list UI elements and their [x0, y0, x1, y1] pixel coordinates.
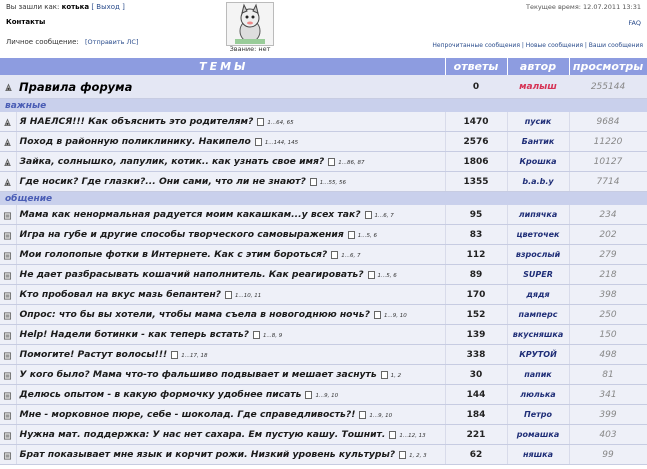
topic-cell — [16, 325, 445, 345]
topic-cell — [16, 385, 445, 405]
topic-title[interactable]: Я НАЕЛСЯ!!! Как объяснить это родителям? — [19, 116, 254, 127]
topic-icon — [0, 445, 16, 465]
topic-row[interactable] — [0, 325, 647, 345]
topic-title[interactable]: У кого было? Мама что-то фальшиво подвывает и мешает заснуть — [19, 369, 377, 380]
topic-pages[interactable]: 1, 2, 3 — [409, 453, 427, 459]
topic-icon — [0, 265, 16, 285]
pages-icon — [255, 138, 262, 146]
topic-icon — [0, 365, 16, 385]
message-links[interactable]: Непрочитанные сообщения | Новые сообщения | Ваши сообщения — [432, 42, 643, 49]
topic-title[interactable]: Помогите! Растут волосы!!! — [19, 349, 168, 360]
topic-title[interactable]: Зайка, солнышко, лапулик, котик.. как узнать свое имя? — [19, 156, 325, 167]
topic-answers: 62 — [445, 445, 507, 465]
topic-title[interactable]: Игра на губе и другие способы творческого самовыражения — [19, 229, 344, 240]
topic-views: 250 — [569, 305, 647, 325]
login-status — [6, 3, 125, 11]
topic-author[interactable]: SUPER — [507, 265, 569, 285]
topic-answers: 95 — [445, 205, 507, 225]
topic-icon — [0, 405, 16, 425]
topic-title[interactable]: Help! Надели ботинки - как теперь встать? — [19, 329, 249, 340]
topic-pages[interactable]: 1...17, 18 — [181, 353, 208, 359]
topic-author[interactable]: липячка — [507, 205, 569, 225]
topic-title[interactable]: Брат показывает мне язык и корчит рожи. Низкий уровень культуры? — [19, 449, 396, 460]
topic-icon — [0, 425, 16, 445]
section-header — [0, 99, 647, 113]
topic-title[interactable]: Не дает разбрасывать кошачий наполнитель. Как реагировать? — [19, 269, 364, 280]
topic-answers: 1806 — [445, 152, 507, 172]
topic-views: 7714 — [569, 172, 647, 192]
topic-pages[interactable]: 1...144, 145 — [264, 140, 299, 146]
topic-row[interactable] — [0, 152, 647, 172]
topic-pages[interactable]: 1...6, 7 — [341, 253, 361, 259]
topic-title[interactable]: Кто пробовал на вкус мазь бепантен? — [19, 289, 222, 300]
topic-answers: 2576 — [445, 132, 507, 152]
header-author[interactable]: автор — [507, 58, 569, 75]
topic-title[interactable]: Делюсь опытом - в какую формочку удобнее писать — [19, 389, 302, 400]
topic-cell — [16, 265, 445, 285]
topic-views: 398 — [569, 285, 647, 305]
header-answers[interactable]: ответы — [445, 58, 507, 75]
topic-icon — [0, 285, 16, 305]
announcement-title[interactable]: Правила форума — [16, 75, 445, 99]
topic-pages[interactable]: 1...9, 10 — [383, 313, 407, 319]
topic-pages[interactable]: 1...55, 56 — [319, 180, 347, 186]
topic-author[interactable]: КРУТОЙ — [507, 345, 569, 365]
topic-pages[interactable]: 1...86, 87 — [338, 160, 365, 166]
pages-icon — [331, 251, 338, 259]
topic-cell — [16, 425, 445, 445]
topic-author[interactable]: Петро — [507, 405, 569, 425]
announcement-views: 255144 — [569, 75, 647, 99]
topic-title[interactable]: Опрос: что бы вы хотели, чтобы мама съела в новогоднюю ночь? — [19, 309, 370, 320]
topic-pages[interactable]: 1...12, 13 — [399, 433, 426, 439]
topic-title[interactable]: Мама как ненормальная радуется моим какашкам...у всех так? — [19, 209, 361, 220]
topic-views: 202 — [569, 225, 647, 245]
announcement-row[interactable] — [0, 75, 647, 99]
topic-answers: 83 — [445, 225, 507, 245]
table-header — [0, 58, 647, 75]
logout-link[interactable]: [ Выход ] — [91, 3, 125, 11]
topic-author[interactable]: люлька — [507, 385, 569, 405]
topic-author[interactable]: памперс — [507, 305, 569, 325]
topic-author[interactable]: цветочек — [507, 225, 569, 245]
topic-views: 150 — [569, 325, 647, 345]
topic-icon — [0, 345, 16, 365]
topic-row[interactable] — [0, 132, 647, 152]
topic-row[interactable] — [0, 265, 647, 285]
topic-cell — [16, 245, 445, 265]
pages-icon — [310, 178, 317, 186]
topic-views: 341 — [569, 385, 647, 405]
topic-pages[interactable]: 1, 2 — [390, 373, 402, 379]
topic-views: 498 — [569, 345, 647, 365]
topic-cell — [16, 172, 445, 192]
topic-icon — [0, 325, 16, 345]
topic-pages[interactable]: 1...10, 11 — [235, 293, 262, 299]
topic-cell — [16, 132, 445, 152]
topic-pages[interactable]: 1...6, 7 — [374, 213, 394, 219]
header-topics[interactable]: ТЕМЫ — [0, 58, 445, 75]
pages-icon — [253, 331, 260, 339]
topic-row[interactable] — [0, 405, 647, 425]
topic-cell — [16, 205, 445, 225]
current-time: Текущее время: 12.07.2011 13:31 — [526, 3, 641, 11]
topic-views: 279 — [569, 245, 647, 265]
topic-pages[interactable]: 1...64, 65 — [267, 120, 294, 126]
topic-author[interactable]: папик — [507, 365, 569, 385]
pages-icon — [374, 311, 381, 319]
topic-cell — [16, 445, 445, 465]
pages-icon — [389, 431, 396, 439]
pages-icon — [171, 351, 178, 359]
topic-cell — [16, 225, 445, 245]
topic-icon — [0, 205, 16, 225]
topic-row[interactable] — [0, 445, 647, 465]
topic-views: 399 — [569, 405, 647, 425]
topic-title[interactable]: Поход в районную поликлинику. Накипело — [19, 136, 251, 147]
topic-row[interactable] — [0, 225, 647, 245]
topic-views: 234 — [569, 205, 647, 225]
topic-answers: 89 — [445, 265, 507, 285]
topic-pages[interactable]: 1...9, 10 — [369, 413, 393, 419]
important-topic-icon — [0, 112, 16, 132]
pages-icon — [365, 211, 372, 219]
topic-row[interactable] — [0, 385, 647, 405]
topic-row[interactable] — [0, 425, 647, 445]
topic-views: 9684 — [569, 112, 647, 132]
topic-row[interactable] — [0, 172, 647, 192]
topic-cell — [16, 305, 445, 325]
user-rank: Звание: нет — [229, 45, 271, 53]
topic-row[interactable] — [0, 345, 647, 365]
topic-views: 81 — [569, 365, 647, 385]
important-topic-icon — [0, 152, 16, 172]
section-header — [0, 192, 647, 206]
topic-author[interactable]: b.a.b.y — [507, 172, 569, 192]
faq-link[interactable]: FAQ — [628, 19, 641, 27]
topic-author[interactable]: пусик — [507, 112, 569, 132]
topic-answers: 30 — [445, 365, 507, 385]
topic-views: 10127 — [569, 152, 647, 172]
login-prefix: Вы зашли как: — [6, 3, 60, 11]
topic-title[interactable]: Нужна мат. поддержка: У нас нет сахара. Ем пустую кашу. Тошнит. — [19, 429, 386, 440]
topic-answers: 139 — [445, 325, 507, 345]
topic-row[interactable] — [0, 112, 647, 132]
topic-cell — [16, 365, 445, 385]
topic-answers: 1355 — [445, 172, 507, 192]
top-bar — [0, 0, 647, 58]
topic-row[interactable] — [0, 305, 647, 325]
pages-icon — [348, 231, 355, 239]
topic-answers: 112 — [445, 245, 507, 265]
topic-title[interactable]: Мои голопопые фотки в Интернете. Как с этим бороться? — [19, 249, 328, 260]
topics-table — [0, 58, 647, 465]
topic-row[interactable] — [0, 365, 647, 385]
topic-pages[interactable]: 1...8, 9 — [263, 333, 283, 339]
topic-answers: 152 — [445, 305, 507, 325]
important-topic-icon — [0, 172, 16, 192]
announcement-answers: 0 — [445, 75, 507, 99]
topic-views: 403 — [569, 425, 647, 445]
pm-label: Личное сообщение: — [6, 38, 79, 46]
topic-cell — [16, 285, 445, 305]
username[interactable]: котька — [61, 3, 90, 11]
topic-answers: 1470 — [445, 112, 507, 132]
topic-row[interactable] — [0, 285, 647, 305]
topic-answers: 144 — [445, 385, 507, 405]
topic-title[interactable]: Где носик? Где глазки?... Они сами, что ли не знают? — [19, 176, 306, 187]
topic-pages[interactable]: 1...5, 6 — [357, 233, 377, 239]
topic-author[interactable]: няшка — [507, 445, 569, 465]
private-message — [6, 38, 139, 46]
announcement-author[interactable]: малыш — [507, 75, 569, 99]
topic-icon — [0, 245, 16, 265]
pages-icon — [368, 271, 375, 279]
topic-answers: 338 — [445, 345, 507, 365]
pages-icon — [305, 391, 312, 399]
topic-pages[interactable]: 1...5, 6 — [377, 273, 397, 279]
pages-icon — [257, 118, 264, 126]
topic-answers: 184 — [445, 405, 507, 425]
topic-title[interactable]: Мне - морковное пюре, себе - шоколад. Где справедливость?! — [19, 409, 356, 420]
topic-cell — [16, 152, 445, 172]
topic-row[interactable] — [0, 205, 647, 225]
avatar — [226, 2, 274, 46]
topic-icon — [0, 225, 16, 245]
topic-views: 11220 — [569, 132, 647, 152]
topic-row[interactable] — [0, 245, 647, 265]
topic-pages[interactable]: 1...9, 10 — [315, 393, 339, 399]
topic-cell — [16, 345, 445, 365]
topic-cell — [16, 405, 445, 425]
topic-author[interactable]: дядя — [507, 285, 569, 305]
topic-answers: 170 — [445, 285, 507, 305]
send-pm-link[interactable]: [Отправить ЛС] — [85, 38, 139, 46]
section-title: общение — [0, 192, 647, 206]
topic-author[interactable]: ромашка — [507, 425, 569, 445]
topic-views: 218 — [569, 265, 647, 285]
pages-icon — [399, 451, 406, 459]
topic-icon — [0, 305, 16, 325]
topic-author[interactable]: вкусняшка — [507, 325, 569, 345]
topic-author[interactable]: взрослый — [507, 245, 569, 265]
pages-icon — [381, 371, 388, 379]
important-topic-icon — [0, 132, 16, 152]
topic-author[interactable]: Крошка — [507, 152, 569, 172]
topic-author[interactable]: Бантик — [507, 132, 569, 152]
topic-icon — [0, 385, 16, 405]
topic-cell — [16, 112, 445, 132]
topic-views: 99 — [569, 445, 647, 465]
contacts-link[interactable]: Контакты — [6, 18, 46, 26]
pages-icon — [359, 411, 366, 419]
section-title: важные — [0, 99, 647, 113]
header-views[interactable]: просмотры — [569, 58, 647, 75]
announcement-icon — [0, 75, 16, 99]
pages-icon — [225, 291, 232, 299]
pages-icon — [328, 158, 335, 166]
topic-answers: 221 — [445, 425, 507, 445]
